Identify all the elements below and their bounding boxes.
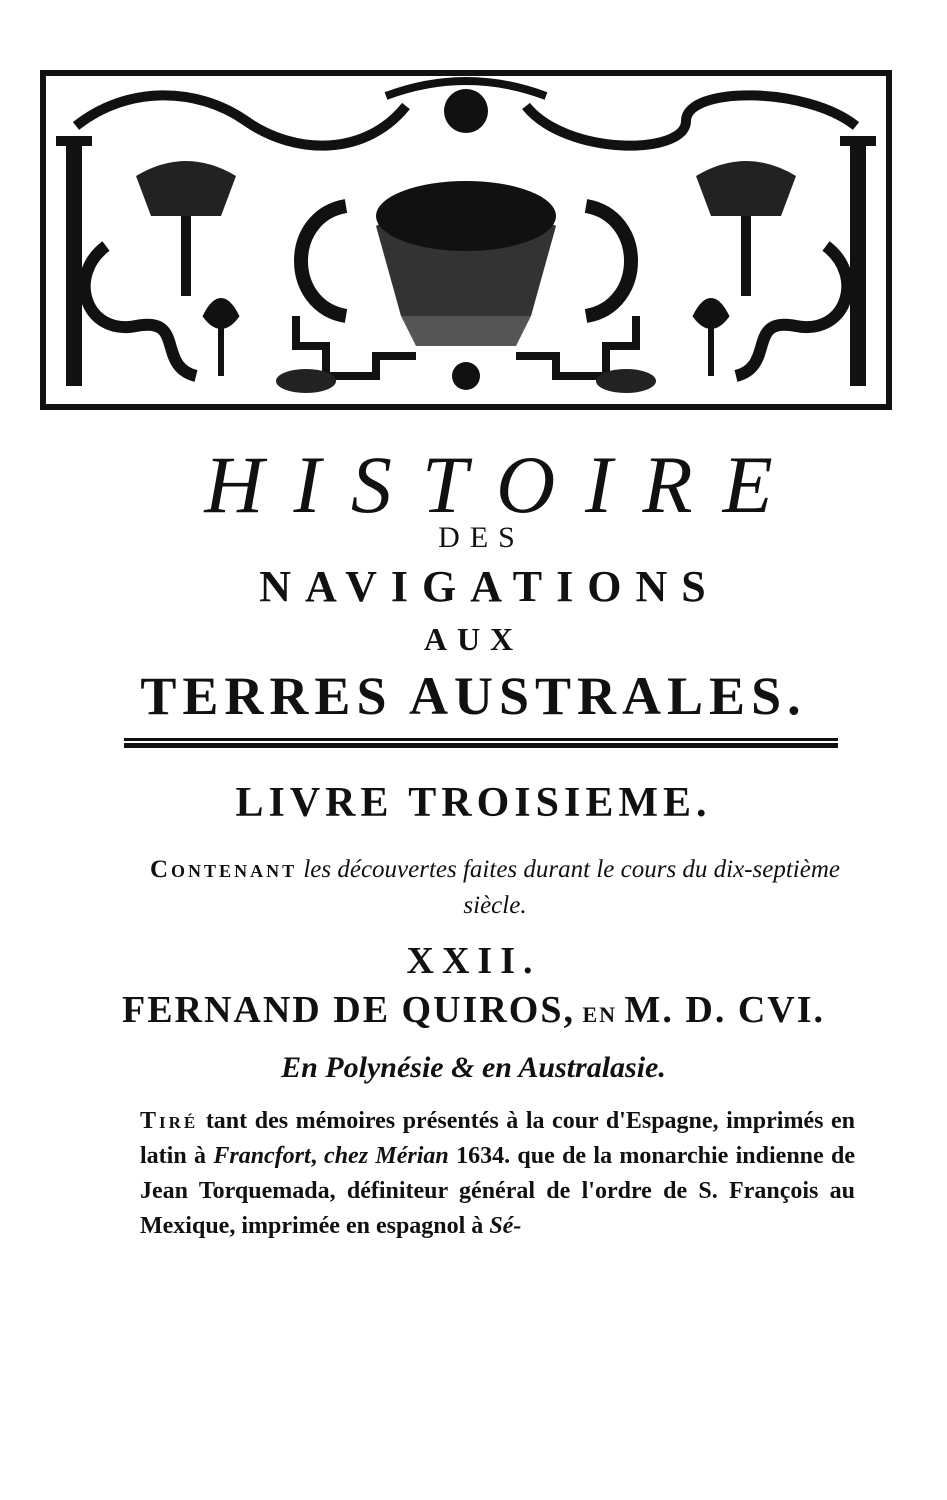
body-place: Francfort <box>213 1143 311 1169</box>
book-heading: LIVRE TROISIEME. <box>235 780 712 826</box>
section-name <box>0 986 947 1039</box>
title-rule <box>124 738 838 748</box>
body-paragraph <box>140 1104 855 1244</box>
title-navigations: NAVIGATIONS <box>259 562 720 611</box>
section-region: En Polynésie & en Australasie. <box>281 1051 666 1084</box>
body-end: Sé- <box>489 1213 522 1239</box>
body-text-1: tant des mémoires présentés à la cour d'Espagne, imprimés en latin à <box>140 1108 855 1169</box>
body-text-2: , <box>310 1143 325 1169</box>
book-contents <box>135 852 855 924</box>
section-name-en: EN <box>574 1002 625 1027</box>
section-name-main: FERNAND DE QUIROS, <box>121 989 575 1031</box>
title-terres-australes: TERRES AUSTRALES. <box>140 666 807 726</box>
ornamental-headpiece <box>40 70 892 410</box>
title-histoire: HISTOIRE <box>204 439 803 530</box>
body-lead: Tiré <box>140 1108 199 1134</box>
section-number: XXII. <box>406 940 541 982</box>
body-text-3: 1634. que de la monarchie indienne de Jean Torquemada, définiteur général de l'ordre de S. François au Mexique, imprimée en espagnol à <box>140 1143 855 1239</box>
title-aux: AUX <box>423 621 524 657</box>
title-des: DES <box>438 521 525 554</box>
contents-text: les découvertes faites durant le cours du dix-septième siècle. <box>297 856 840 919</box>
ornamental-headpiece-icon <box>46 76 886 404</box>
section-date: M. D. CVI. <box>624 989 826 1031</box>
body-publisher: chez Mérian <box>324 1143 449 1169</box>
contents-lead: Contenant <box>150 856 298 883</box>
